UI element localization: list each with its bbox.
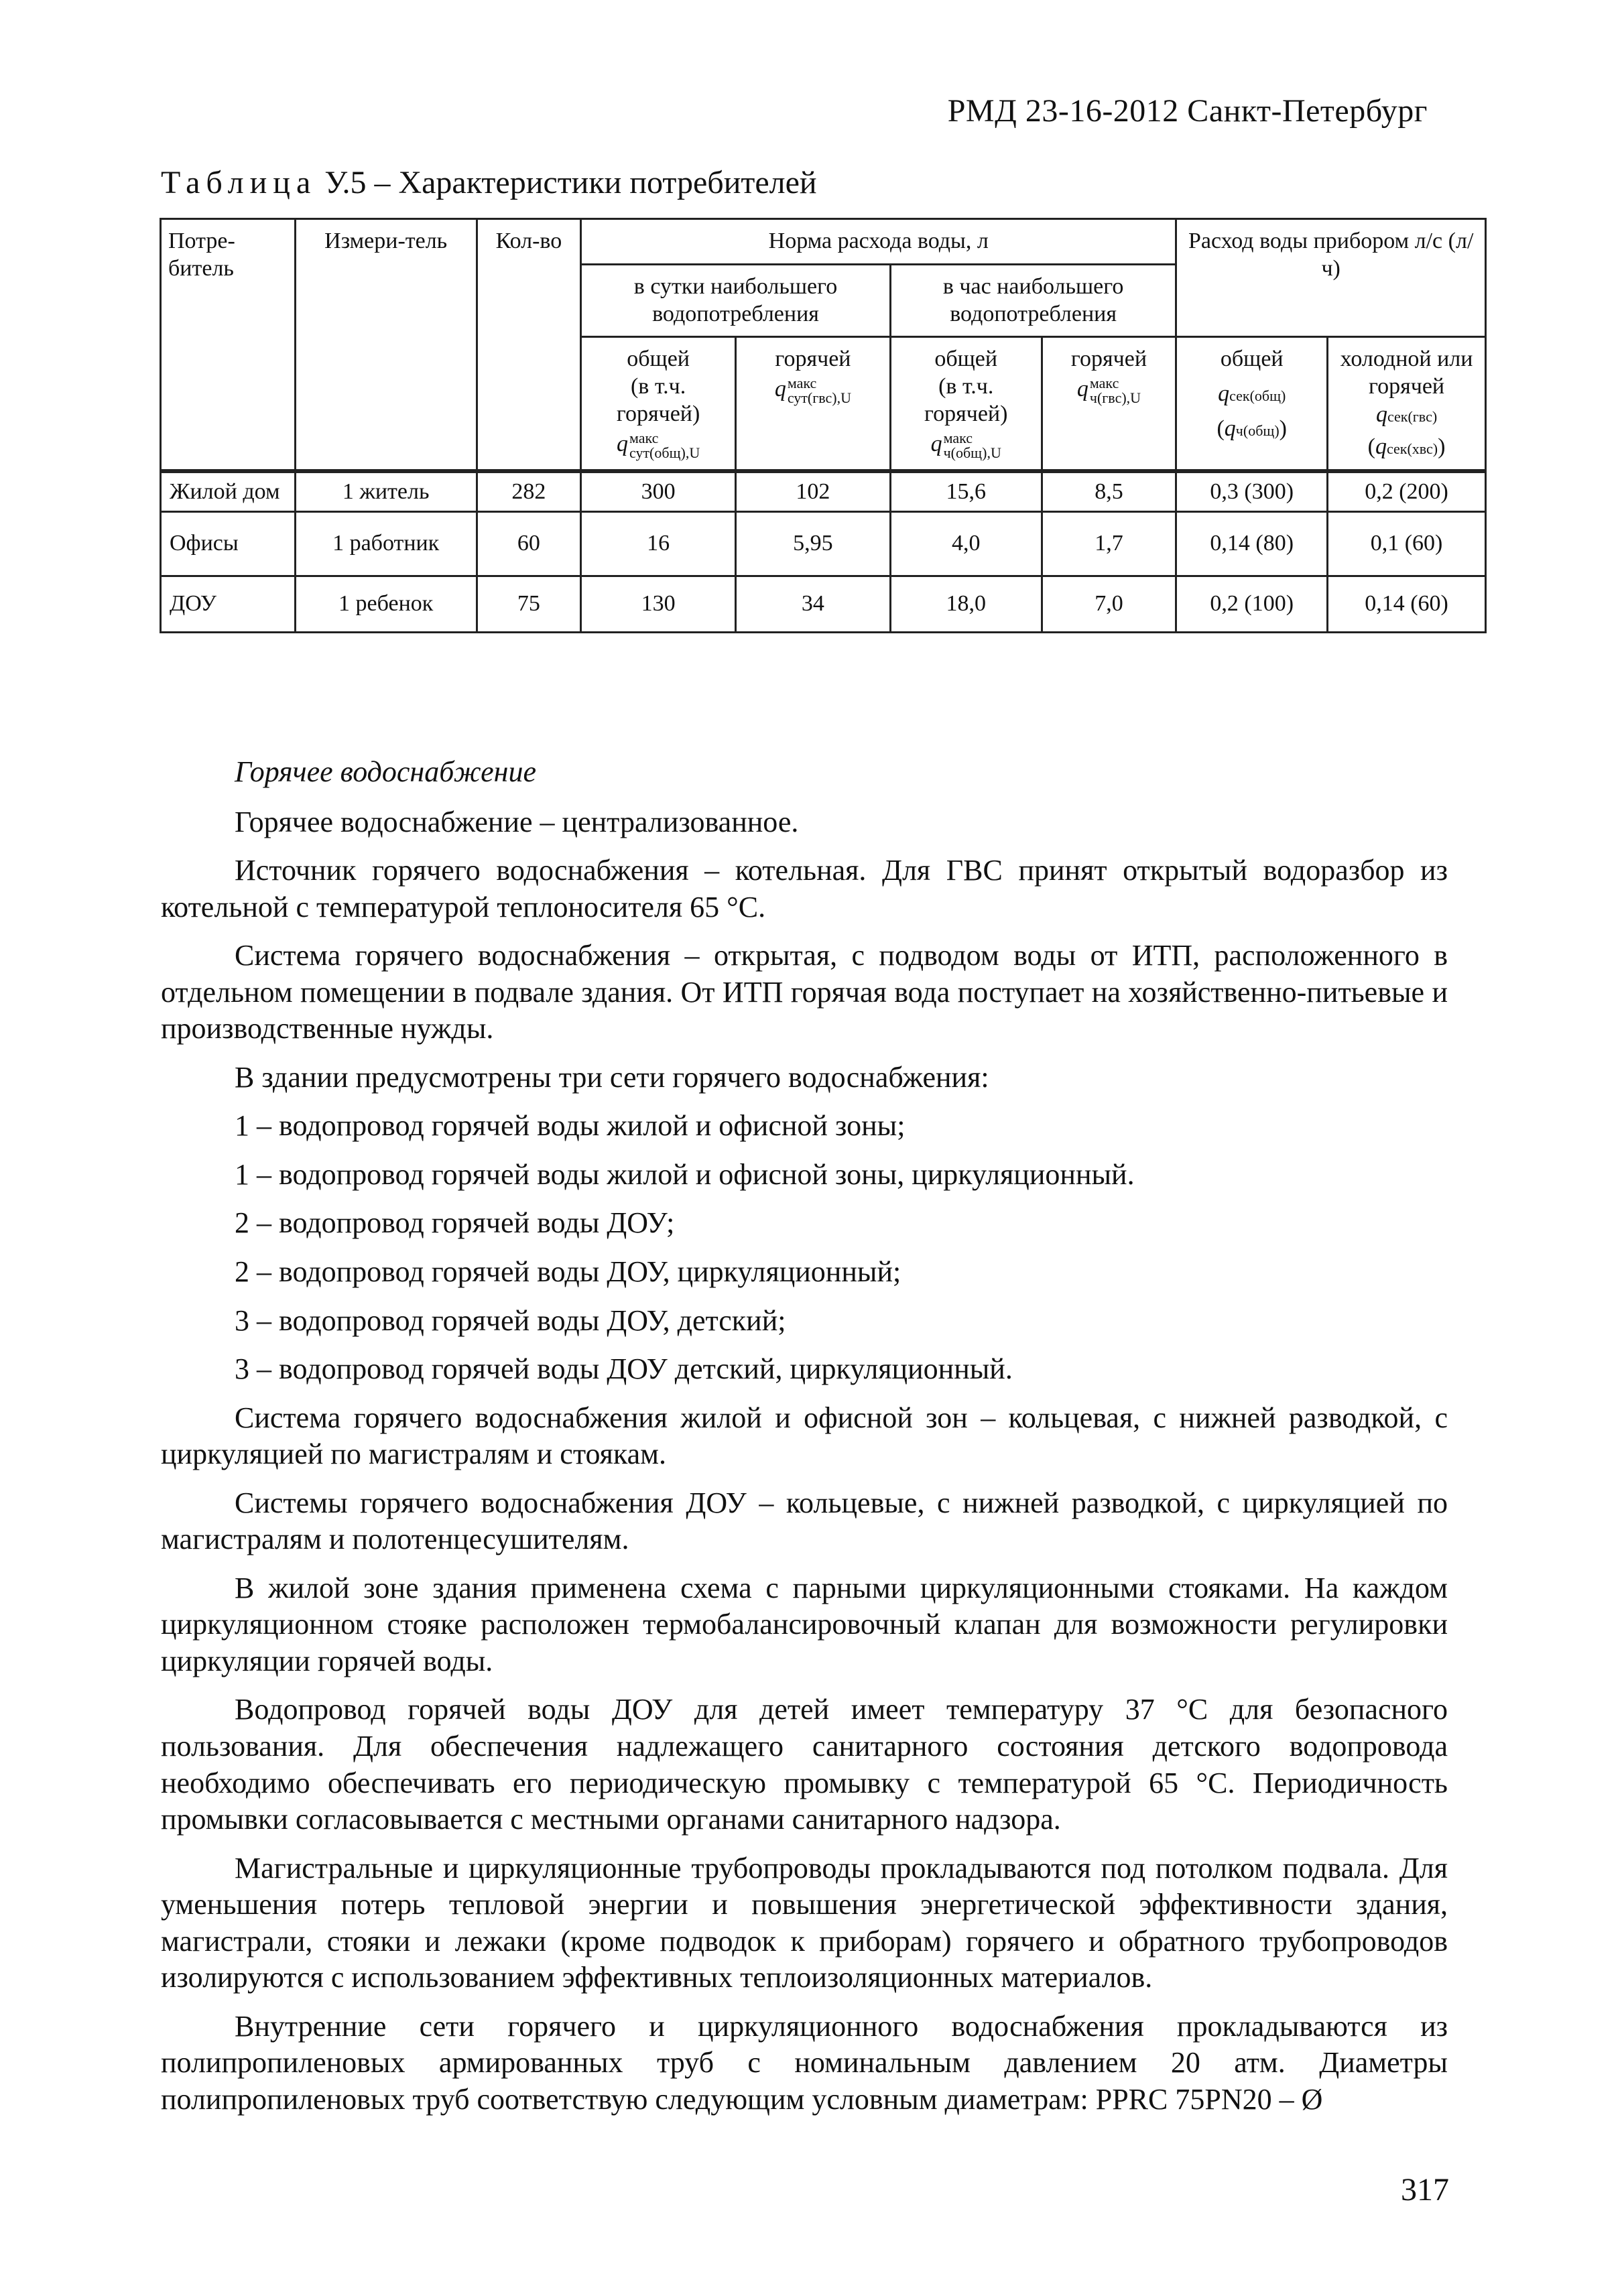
- list-item: 3 – водопровод горячей воды ДОУ, детский;: [235, 1303, 786, 1337]
- header-consumer: Потре-битель: [161, 219, 296, 471]
- page-number: 317: [1401, 2172, 1449, 2208]
- formula-q-sec-cold: (qсек(хвс)): [1367, 434, 1446, 459]
- table-row: [161, 471, 1486, 512]
- cell-flow-total: 0,2 (100): [1176, 576, 1328, 633]
- header-day-hot: [736, 337, 891, 471]
- formula-q-hour-hot: [1077, 376, 1141, 405]
- cell-flow-cold-hot: 0,2 (200): [1328, 471, 1486, 512]
- cell-day-total: 16: [581, 512, 736, 576]
- sup-max: макс: [629, 429, 659, 446]
- list-item: 2 – водопровод горячей воды ДОУ;: [235, 1206, 675, 1240]
- header-hour-total-incl: (в т.ч. горячей): [924, 374, 1008, 426]
- sub-day-total: сут(общ),U: [629, 444, 700, 461]
- paragraph: Горячее водоснабжение – централизованное.: [235, 805, 799, 838]
- cell-hour-hot: 7,0: [1042, 576, 1176, 633]
- cell-day-hot: 102: [736, 471, 891, 512]
- sub-hour-total: ч(общ),U: [943, 444, 1001, 461]
- header-per-day: в сутки наибольшего водопотребления: [581, 264, 891, 337]
- table-row: [161, 512, 1486, 576]
- paragraph: Система горячего водоснабжения – открытая, с подводом воды от ИТП, расположенного в отдельном помещении в подвале здания. От ИТП горячая вода поступает на хозяйственно-питьевые и производственные нужды.: [161, 939, 1448, 1045]
- symbol-q: q: [616, 431, 628, 456]
- cell-hour-total: 18,0: [890, 576, 1042, 633]
- sub-hour-hot: ч(гвс),U: [1089, 389, 1141, 407]
- paragraph: Внутренние сети горячего и циркуляционного водоснабжения прокладываются из полипропиленовых армированных труб с номинальным давлением 20 атм. Диаметры полипропиленовых труб соответствую следующим условным диаметрам: PPRC 75PN20 – Ø: [161, 2009, 1448, 2116]
- table-caption: [161, 164, 817, 201]
- table-caption-text: У.5 – Характеристики потребителей: [324, 165, 817, 200]
- header-norm: Норма расхода воды, л: [581, 219, 1176, 265]
- paragraph: Система горячего водоснабжения жилой и офисной зон – кольцевая, с нижней разводкой, с циркуляцией по магистралям и стоякам.: [161, 1401, 1448, 1471]
- header-flow: Расход воды прибором л/с (л/ч): [1176, 219, 1486, 337]
- header-flow-total: [1176, 337, 1328, 471]
- cell-day-hot: 34: [736, 576, 891, 633]
- consumers-table: [160, 218, 1487, 633]
- sub-sec-cold: сек(хвс): [1386, 440, 1438, 457]
- formula-q-hour-total: [931, 431, 1001, 460]
- sup-max: макс: [943, 429, 973, 446]
- header-day-total: [581, 337, 736, 471]
- cell-flow-total: 0,14 (80): [1176, 512, 1328, 576]
- list-item: 3 – водопровод горячей воды ДОУ детский, циркуляционный.: [235, 1352, 1013, 1386]
- paragraph: Системы горячего водоснабжения ДОУ – кольцевые, с нижней разводкой, с циркуляцией по магистралям и полотенцесушителям.: [161, 1486, 1448, 1556]
- sub-day-hot: сут(гвс),U: [787, 389, 852, 407]
- paragraph: Водопровод горячей воды ДОУ для детей имеет температуру 37 °С для безопасного пользования. Для обеспечения надлежащего санитарного состояния детского водопровода необходимо обеспечивать его периодическую промывку с температурой 65 °С. Периодичность промывки согласовывается с местными органами санитарного надзора.: [161, 1693, 1448, 1836]
- header-day-total-label: общей: [627, 346, 690, 372]
- cell-count: 60: [477, 512, 581, 576]
- formula-q-day-total: [617, 431, 700, 460]
- cell-hour-hot: 8,5: [1042, 471, 1176, 512]
- cell-consumer: ДОУ: [161, 576, 296, 633]
- symbol-q: q: [1076, 376, 1088, 401]
- sup-max: макс: [787, 375, 817, 392]
- sub-sec-total: сек(общ): [1229, 387, 1286, 405]
- symbol-q: q: [930, 431, 942, 456]
- header-hour-hot-label: горячей: [1070, 346, 1147, 372]
- header-hour-hot: [1042, 337, 1176, 471]
- formula-q-sec-total: [1218, 383, 1286, 405]
- header-count: Кол-во: [477, 219, 581, 471]
- cell-meter: 1 житель: [295, 471, 477, 512]
- cell-hour-total: 4,0: [890, 512, 1042, 576]
- header-hour-total-label: общей: [934, 346, 998, 372]
- sup-max: макс: [1089, 375, 1119, 392]
- cell-flow-cold-hot: 0,14 (60): [1328, 576, 1486, 633]
- symbol-q: q: [774, 376, 786, 401]
- paragraph: Источник горячего водоснабжения – котельная. Для ГВС принят открытый водоразбор из котельной с температурой теплоносителя 65 °С.: [161, 854, 1448, 923]
- sub-sec-hot: сек(гвс): [1387, 407, 1438, 425]
- list-item: 1 – водопровод горячей воды жилой и офисной зоны, циркуляционный.: [235, 1157, 1135, 1191]
- list-item: 2 – водопровод горячей воды ДОУ, циркуляционный;: [235, 1255, 901, 1289]
- header-meter: Измери-тель: [295, 219, 477, 471]
- table-row: [161, 576, 1486, 633]
- header-day-hot-label: горячей: [775, 346, 851, 372]
- symbol-q: q: [1375, 434, 1387, 459]
- table-caption-label: Таблица: [161, 165, 317, 200]
- cell-count: 75: [477, 576, 581, 633]
- cell-day-total: 130: [581, 576, 736, 633]
- formula-q-sec-hot: [1376, 403, 1437, 426]
- header-hour-total: [890, 337, 1042, 471]
- header-per-hour: в час наибольшего водопотребления: [890, 264, 1176, 337]
- paragraph: В здании предусмотрены три сети горячего водоснабжения:: [235, 1060, 989, 1094]
- section-subheading: Горячее водоснабжение: [235, 755, 537, 788]
- paragraph: В жилой зоне здания применена схема с парными циркуляционными стояками. На каждом циркуляционном стояке расположен термобалансировочный клапан для возможности регулировки циркуляции горячей воды.: [161, 1571, 1448, 1677]
- symbol-q: q: [1375, 401, 1387, 427]
- cell-meter: 1 работник: [295, 512, 477, 576]
- paragraph: Магистральные и циркуляционные трубопроводы прокладываются под потолком подвала. Для уменьшения потерь тепловой энергии и повышения энергетической эффективности здания, магистрали, стояки и лежаки (кроме подводок к приборам) горячего и обратного трубопроводов изолируются с использованием эффективных теплоизоляционных материалов.: [161, 1851, 1448, 1994]
- cell-day-total: 300: [581, 471, 736, 512]
- list-item: 1 – водопровод горячей воды жилой и офисной зоны;: [235, 1109, 906, 1143]
- header-flow-cold-hot: [1328, 337, 1486, 471]
- body-text: [161, 754, 1448, 2130]
- sub-hour-total-plain: ч(общ): [1235, 422, 1280, 439]
- cell-flow-cold-hot: 0,1 (60): [1328, 512, 1486, 576]
- cell-consumer: Офисы: [161, 512, 296, 576]
- cell-meter: 1 ребенок: [295, 576, 477, 633]
- header-flow-cold-hot-label: холодной или горячей: [1340, 346, 1473, 399]
- symbol-q: q: [1218, 381, 1230, 407]
- cell-flow-total: 0,3 (300): [1176, 471, 1328, 512]
- cell-day-hot: 5,95: [736, 512, 891, 576]
- cell-consumer: Жилой дом: [161, 471, 296, 512]
- header-day-total-incl: (в т.ч. горячей): [616, 374, 700, 426]
- cell-count: 282: [477, 471, 581, 512]
- symbol-q: q: [1224, 416, 1236, 441]
- document-header: РМД 23-16-2012 Санкт-Петербург: [947, 93, 1428, 129]
- cell-hour-hot: 1,7: [1042, 512, 1176, 576]
- formula-q-hour-total-plain: (qч(общ)): [1216, 416, 1287, 441]
- cell-hour-total: 15,6: [890, 471, 1042, 512]
- header-flow-total-label: общей: [1220, 346, 1284, 372]
- formula-q-day-hot: [775, 376, 851, 405]
